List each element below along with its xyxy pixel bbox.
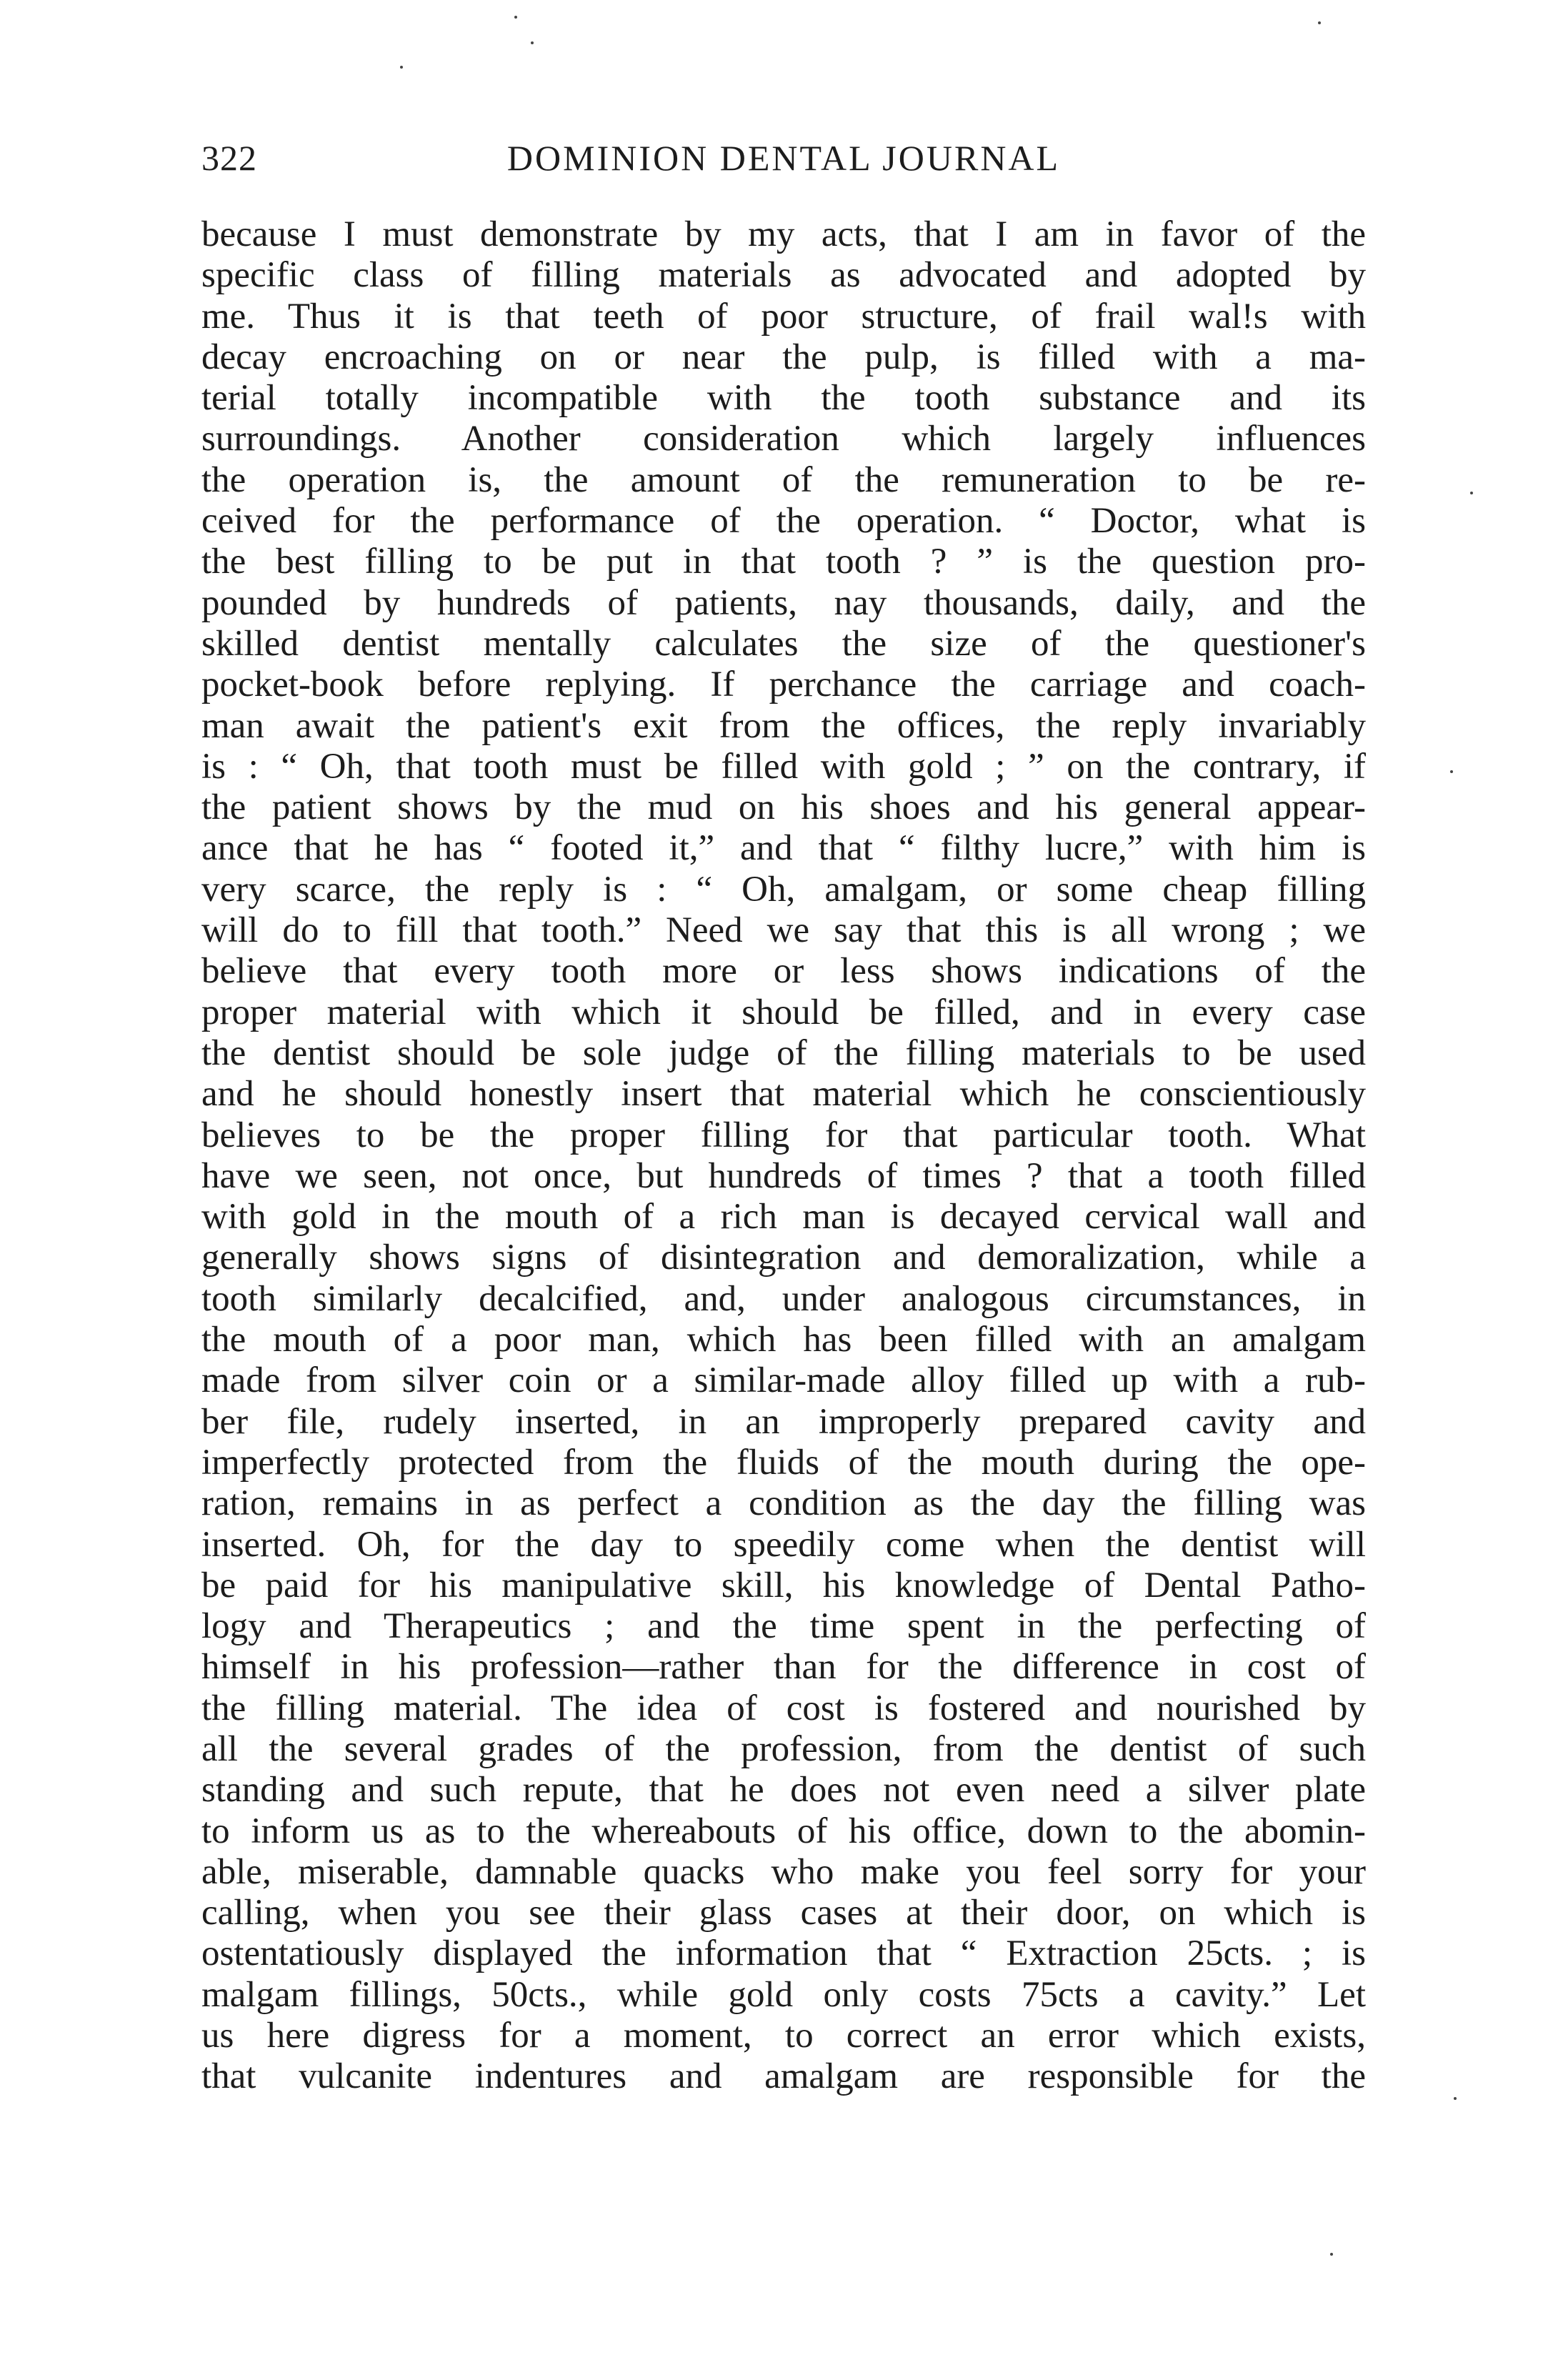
text-line: have we seen, not once, but hundreds of times ? that a tooth filled — [201, 1155, 1366, 1196]
text-line: logy and Therapeutics ; and the time spent in the perfecting of — [201, 1606, 1366, 1647]
text-line: generally shows signs of disintegration and demoralization, while a — [201, 1238, 1366, 1278]
page-number: 322 — [201, 138, 257, 178]
scan-speck — [1450, 770, 1453, 773]
text-line: surroundings. Another consideration which largely influences — [201, 419, 1366, 459]
scan-speck — [1330, 2253, 1333, 2256]
text-line: pocket-book before replying. If perchance the carriage and coach- — [201, 664, 1366, 705]
text-line: man await the patient's exit from the offices, the reply invariably — [201, 705, 1366, 746]
text-line: ostentatiously displayed the information that “ Extraction 25cts. ; is — [201, 1933, 1366, 1974]
text-line: will do to fill that tooth.” Need we say that this is all wrong ; we — [201, 910, 1366, 951]
scan-speck — [1318, 21, 1321, 24]
scan-speck — [400, 66, 403, 69]
text-line: believe that every tooth more or less shows indications of the — [201, 951, 1366, 992]
text-line: standing and such repute, that he does not even need a silver plate — [201, 1770, 1366, 1811]
text-line: skilled dentist mentally calculates the size of the questioner's — [201, 623, 1366, 664]
text-line: proper material with which it should be filled, and in every case — [201, 992, 1366, 1032]
text-line: ber file, rudely inserted, in an improperly prepared cavity and — [201, 1401, 1366, 1442]
scan-speck — [1454, 2097, 1457, 2100]
journal-title: DOMINION DENTAL JOURNAL — [506, 138, 1061, 178]
text-line: terial totally incompatible with the tooth substance and its — [201, 378, 1366, 419]
text-line: the dentist should be sole judge of the filling materials to be used — [201, 1032, 1366, 1073]
text-line: that vulcanite indentures and amalgam are responsible for the — [201, 2056, 1366, 2097]
text-line: ration, remains in as perfect a condition as the day the filling was — [201, 1483, 1366, 1524]
text-line: calling, when you see their glass cases at their door, on which is — [201, 1893, 1366, 1933]
text-line: malgam fillings, 50cts., while gold only costs 75cts a cavity.” Let — [201, 1974, 1366, 2015]
text-line: tooth similarly decalcified, and, under analogous circumstances, in — [201, 1278, 1366, 1319]
text-line: specific class of filling materials as advocated and adopted by — [201, 255, 1366, 296]
text-line: very scarce, the reply is : “ Oh, amalgam, or some cheap filling — [201, 869, 1366, 910]
text-line: imperfectly protected from the fluids of the mouth during the ope- — [201, 1442, 1366, 1483]
scan-speck — [531, 41, 534, 44]
running-head — [201, 133, 1366, 183]
text-line: the operation is, the amount of the remuneration to be re- — [201, 459, 1366, 500]
text-line: me. Thus it is that teeth of poor structure, of frail wal!s with — [201, 296, 1366, 337]
text-line: because I must demonstrate by my acts, that I am in favor of the — [201, 214, 1366, 254]
text-line: decay encroaching on or near the pulp, is filled with a ma- — [201, 337, 1366, 377]
text-line: made from silver coin or a similar-made alloy filled up with a rub- — [201, 1360, 1366, 1401]
text-line: pounded by hundreds of patients, nay thousands, daily, and the — [201, 582, 1366, 623]
text-line: able, miserable, damnable quacks who make you feel sorry for your — [201, 1851, 1366, 1892]
text-line: the filling material. The idea of cost is fostered and nourished by — [201, 1688, 1366, 1728]
text-line: the patient shows by the mud on his shoes and his general appear- — [201, 787, 1366, 828]
scan-speck — [514, 16, 517, 19]
text-line: the best filling to be put in that tooth ? ” is the question pro- — [201, 542, 1366, 582]
text-line: us here digress for a moment, to correct an error which exists, — [201, 2016, 1366, 2056]
text-line: ceived for the performance of the operation. “ Doctor, what is — [201, 501, 1366, 542]
text-line: all the several grades of the profession, from the dentist of such — [201, 1728, 1366, 1769]
scan-speck — [1470, 492, 1473, 494]
text-line: the mouth of a poor man, which has been filled with an amalgam — [201, 1320, 1366, 1360]
article-body — [201, 214, 1366, 2098]
text-line: ance that he has “ footed it,” and that “ filthy lucre,” with him is — [201, 828, 1366, 869]
text-line: be paid for his manipulative skill, his knowledge of Dental Patho- — [201, 1565, 1366, 1605]
text-line: himself in his profession—rather than for the difference in cost of — [201, 1647, 1366, 1688]
text-line: to inform us as to the whereabouts of his office, down to the abomin- — [201, 1811, 1366, 1851]
text-line: with gold in the mouth of a rich man is decayed cervical wall and — [201, 1197, 1366, 1238]
text-line: inserted. Oh, for the day to speedily come when the dentist will — [201, 1524, 1366, 1565]
text-line: and he should honestly insert that material which he conscientiously — [201, 1074, 1366, 1115]
text-line: is : “ Oh, that tooth must be filled with gold ; ” on the contrary, if — [201, 746, 1366, 787]
text-line: believes to be the proper filling for that particular tooth. What — [201, 1115, 1366, 1155]
